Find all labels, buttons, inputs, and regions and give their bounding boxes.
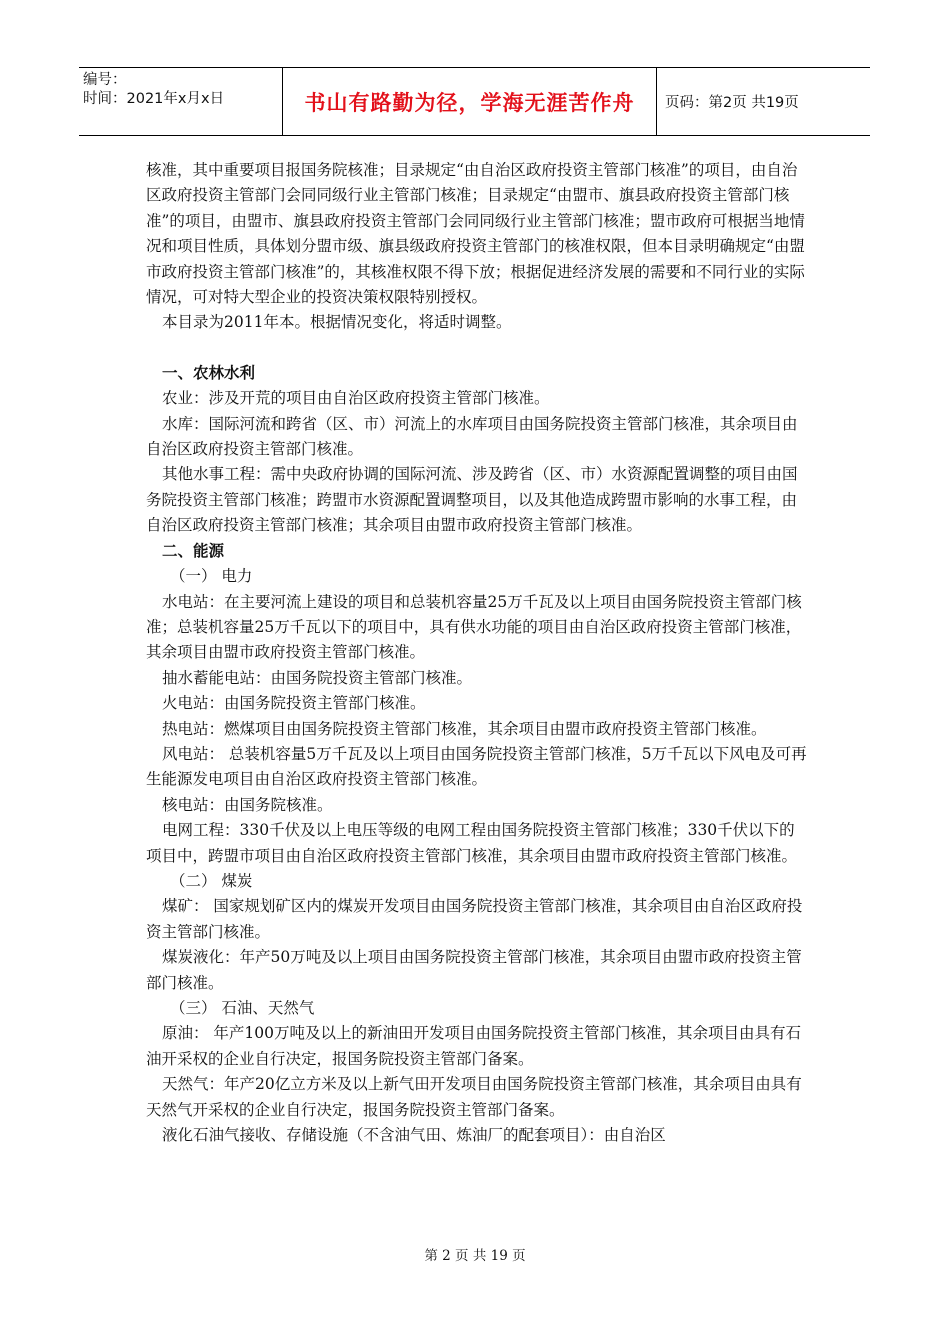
paragraph: 本目录为2011年本。根据情况变化，将适时调整。 [162, 313, 512, 332]
document-number-label: 编号： [83, 72, 127, 88]
page-header [79, 67, 870, 136]
paragraph: 核准，其中重要项目报国务院核准；目录规定“由自治区政府投资主管部门核准”的项目，由自治区政府投资主管部门会同同级行业主管部门核准；目录规定“由盟市、旗县政府投资主管部门核准”的项目，由盟市、旗县政府投资主管部门会同同级行业主管部门核准；盟市政府可根据当地情况和项目性质，具体划分盟市级、旗县级政府投资主管部门的核准权限，但本目录明确规定“由盟市政府投资主管部门核准”的，其核准权限不得下放；根据促进经济发展的需要和不同行业的实际情况，可对特大型企业的投资决策权限特别授权。 [146, 161, 805, 307]
paragraph: 热电站：燃煤项目由国务院投资主管部门核准，其余项目由盟市政府投资主管部门核准。 [162, 719, 767, 738]
paragraph: 其他水事工程：需中央政府协调的国际河流、涉及跨省（区、市）水资源配置调整的项目由国务院投资主管部门核准；跨盟市水资源配置调整项目，以及其他造成跨盟市影响的水事工程，由自治区政府投资主管部门核准；其余项目由盟市政府投资主管部门核准。 [146, 465, 798, 535]
header-page-cell [657, 68, 870, 135]
subsection-heading: （一） 电力 [170, 567, 253, 586]
header-page-number: 页码：第2页 共19页 [665, 95, 799, 111]
paragraph: 煤矿： 国家规划矿区内的煤炭开发项目由国务院投资主管部门核准，其余项目由自治区政府投资主管部门核准。 [146, 897, 803, 941]
header-meta [79, 68, 282, 135]
paragraph: 天然气：年产20亿立方米及以上新气田开发项目由国务院投资主管部门核准，其余项目由具有天然气开采权的企业自行决定，报国务院投资主管部门备案。 [146, 1075, 802, 1119]
header-motto-cell [282, 68, 657, 135]
paragraph: 液化石油气接收、存储设施（不含油气田、炼油厂的配套项目）：由自治区 [162, 1126, 666, 1145]
subsection-heading: （二） 煤炭 [170, 871, 253, 890]
subsection-heading: （三） 石油、天然气 [170, 999, 315, 1017]
page-footer: 第 2 页 共 19 页 [424, 1248, 526, 1264]
section-heading: 二、能源 [162, 541, 225, 560]
paragraph: 水电站：在主要河流上建设的项目和总装机容量25万千瓦及以上项目由国务院投资主管部门核准；总装机容量25万千瓦以下的项目中，具有供水功能的项目由自治区政府投资主管部门核准，其余项目由盟市政府投资主管部门核准。 [146, 592, 802, 662]
paragraph: 煤炭液化：年产50万吨及以上项目由国务院投资主管部门核准，其余项目由盟市政府投资主管部门核准。 [146, 948, 802, 992]
paragraph: 风电站： 总装机容量5万千瓦及以上项目由国务院投资主管部门核准，5万千瓦以下风电及可再生能源发电项目由自治区政府投资主管部门核准。 [146, 744, 807, 789]
paragraph: 农业：涉及开荒的项目由自治区政府投资主管部门核准。 [162, 389, 550, 408]
paragraph: 水库：国际河流和跨省（区、市）河流上的水库项目由国务院投资主管部门核准，其余项目由自治区政府投资主管部门核准。 [146, 414, 798, 459]
paragraph: 火电站：由国务院投资主管部门核准。 [162, 694, 426, 713]
paragraph: 电网工程：330千伏及以上电压等级的电网工程由国务院投资主管部门核准；330千伏以下的项目中，跨盟市项目由自治区政府投资主管部门核准，其余项目由盟市政府投资主管部门核准。 [146, 821, 798, 865]
paragraph: 核电站：由国务院核准。 [162, 795, 333, 814]
paragraph: 抽水蓄能电站：由国务院投资主管部门核准。 [162, 668, 473, 687]
document-date-label: 时间：2021年x月x日 [83, 91, 225, 107]
spacer [146, 336, 808, 361]
header-motto: 书山有路勤为径，学海无涯苦作舟 [304, 90, 635, 115]
document-body [146, 158, 808, 1148]
paragraph: 原油： 年产100万吨及以上的新油田开发项目由国务院投资主管部门核准，其余项目由具有石油开采权的企业自行决定，报国务院投资主管部门备案。 [146, 1024, 802, 1068]
section-heading: 一、农林水利 [162, 363, 256, 382]
